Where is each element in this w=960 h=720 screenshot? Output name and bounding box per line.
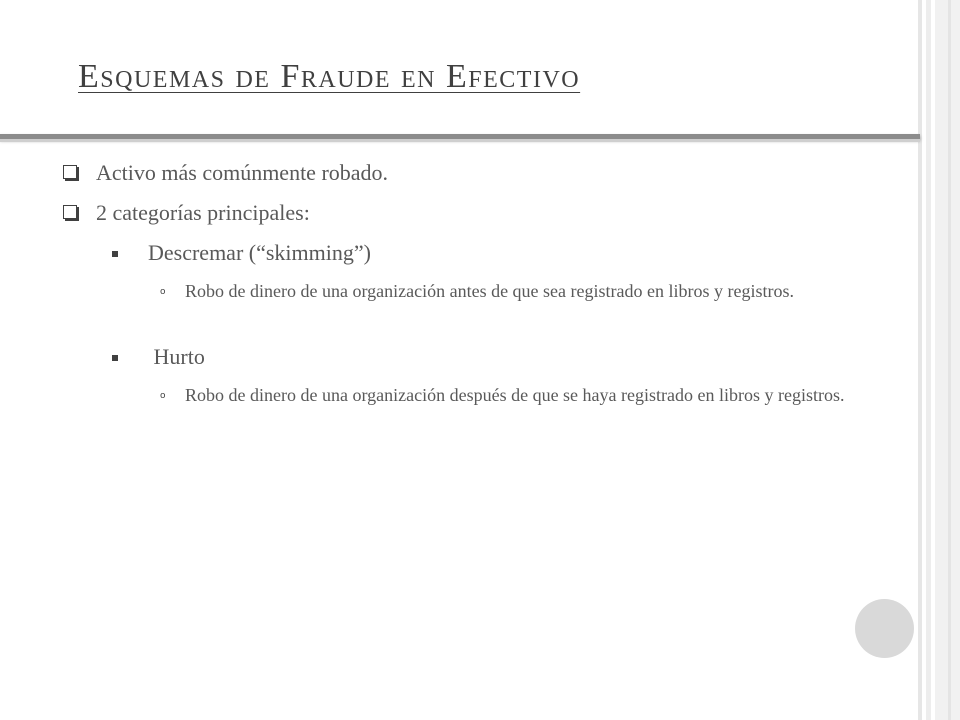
decor-circle	[855, 599, 914, 658]
square-bullet-icon	[112, 355, 118, 361]
bullet-text: Hurto	[148, 344, 205, 369]
slide-title: Esquemas de Fraude en Efectivo	[78, 58, 581, 95]
bullet-text: 2 categorías principales:	[96, 200, 310, 225]
square-bullet-icon	[112, 251, 118, 257]
checkbox-bullet-icon	[63, 165, 77, 179]
circle-bullet-icon: o	[160, 391, 166, 401]
bullet-text: Descremar (“skimming”)	[148, 240, 371, 265]
bullet-text: Robo de dinero de una organización antes de que sea registrado en libros y registros.	[185, 281, 794, 301]
decor-bar	[926, 0, 931, 720]
bullet-text: Robo de dinero de una organización después de que se haya registrado en libros y registros.	[185, 385, 845, 405]
title-divider-shadow	[0, 139, 920, 142]
bullet-text: Activo más comúnmente robado.	[96, 160, 389, 185]
decor-bar	[918, 0, 922, 720]
checkbox-bullet-icon	[63, 205, 77, 219]
decor-bar	[948, 0, 951, 720]
circle-bullet-icon: o	[160, 287, 166, 297]
